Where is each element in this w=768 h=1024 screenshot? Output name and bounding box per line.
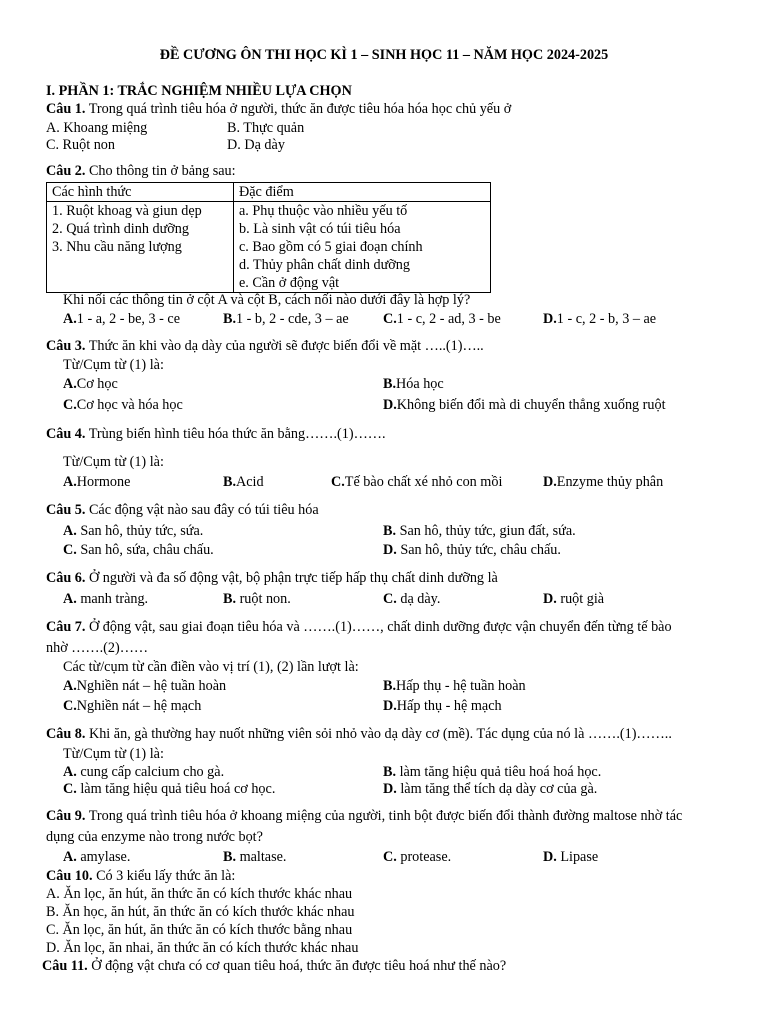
question-7-prompt: Các từ/cụm từ cần điền vào vị trí (1), (2) lần lượt là: <box>63 659 359 675</box>
question-text: Trong quá trình tiêu hóa ở khoang miệng của người, tinh bột được biến đổi thành đường maltose nhờ tác <box>85 808 683 824</box>
question-label: Câu 4. <box>46 426 86 442</box>
column-a-item: 2. Quá trình dinh dưỡng <box>52 221 189 237</box>
option-d <box>383 781 597 798</box>
option-text: San hô, thủy tức, sứa. <box>76 523 204 539</box>
column-b-item: d. Thủy phân chất dinh dưỡng <box>239 257 410 273</box>
option-key: A. <box>63 311 77 327</box>
option-b <box>223 849 286 866</box>
question-label: Câu 11. <box>42 958 88 974</box>
option-text: 1 - b, 2 - cde, 3 – ae <box>236 311 349 327</box>
option-a <box>63 376 118 393</box>
column-b-item: c. Bao gồm có 5 giai đoạn chính <box>239 239 423 255</box>
question-4-prompt: Từ/Cụm từ (1) là: <box>63 454 164 470</box>
option-d <box>543 849 598 866</box>
question-9-continued: dụng của enzyme nào trong nước bọt? <box>46 829 263 845</box>
option-text: Nghiền nát – hệ mạch <box>76 698 202 714</box>
option-a <box>63 764 224 781</box>
option-text: 1 - a, 2 - be, 3 - ce <box>76 311 181 327</box>
question-2 <box>46 163 236 180</box>
option-key: A. <box>63 376 77 392</box>
option-key: B. <box>223 849 237 865</box>
question-label: Câu 10. <box>46 868 93 884</box>
option-key: D. <box>383 397 397 413</box>
option-text: làm tăng thể tích dạ dày cơ của gà. <box>396 781 598 797</box>
option-b <box>223 311 349 328</box>
question-text: Cho thông tin ở bảng sau: <box>85 163 236 179</box>
option-a <box>63 849 130 866</box>
question-9 <box>46 808 682 825</box>
question-8-prompt: Từ/Cụm từ (1) là: <box>63 746 164 762</box>
option-key: A. <box>63 523 77 539</box>
option-c <box>383 591 440 608</box>
question-3 <box>46 338 484 355</box>
option-key: D. <box>543 311 557 327</box>
question-7-continued: nhờ …….(2)…… <box>46 640 149 656</box>
option-key: C. <box>63 397 77 413</box>
question-text: Trong quá trình tiêu hóa ở người, thức ăn được tiêu hóa hóa học chủ yếu ở <box>85 101 512 117</box>
option-text: cung cấp calcium cho gà. <box>76 764 225 780</box>
option-key: C. <box>331 474 345 490</box>
option-c <box>63 698 201 715</box>
option-a <box>63 678 226 695</box>
option-key: C. <box>63 542 77 558</box>
question-text: Ở động vật, sau giai đoạn tiêu hóa và …….(1)……, chất dinh dưỡng được vận chuyển đến từng tế bào <box>85 619 672 635</box>
column-a-item: 1. Ruột khoag và giun dẹp <box>52 203 202 219</box>
option-a <box>63 523 203 540</box>
option-key: A. <box>63 849 77 865</box>
option-key: B. <box>383 678 397 694</box>
option-text: ruột già <box>556 591 605 607</box>
question-label: Câu 6. <box>46 570 86 586</box>
question-1 <box>46 101 511 118</box>
option-a <box>63 591 148 608</box>
column-b-cell <box>234 202 491 293</box>
question-2-prompt: Khi nối các thông tin ở cột A và cột B, cách nối nào dưới đây là hợp lý? <box>63 292 471 308</box>
question-6 <box>46 570 498 587</box>
option-b <box>383 678 526 695</box>
option-text: Nghiền nát – hệ tuần hoàn <box>76 678 227 694</box>
question-text: Khi ăn, gà thường hay nuốt những viên sỏi nhỏ vào dạ dày cơ (mề). Tác dụng của nó là …….(1)…….. <box>85 726 672 742</box>
column-a-header: Các hình thức <box>47 183 234 202</box>
option-d <box>543 591 604 608</box>
option-key: C. <box>63 781 77 797</box>
option-key: B. <box>223 311 237 327</box>
option-c: C. Ruột non <box>46 137 115 153</box>
question-text: Ở động vật chưa có cơ quan tiêu hoá, thức ăn được tiêu hoá như thế nào? <box>87 958 507 974</box>
option-c <box>383 311 501 328</box>
option-key: A. <box>63 474 77 490</box>
option-key: D. <box>543 591 557 607</box>
option-b <box>223 591 291 608</box>
option-text: Hormone <box>76 474 131 490</box>
question-11 <box>42 958 506 975</box>
question-text: Có 3 kiểu lấy thức ăn là: <box>92 868 236 884</box>
option-a: A. Ăn lọc, ăn hút, ăn thức ăn có kích thước khác nhau <box>46 886 353 902</box>
option-text: Tế bào chất xé nhỏ con mồi <box>344 474 503 490</box>
option-text: protease. <box>396 849 452 865</box>
option-text: Acid <box>236 474 264 490</box>
matching-table <box>46 182 491 293</box>
question-label: Câu 3. <box>46 338 86 354</box>
option-a: A. Khoang miệng <box>46 120 148 136</box>
option-key: D. <box>543 474 557 490</box>
question-3-prompt: Từ/Cụm từ (1) là: <box>63 357 164 373</box>
column-a-cell <box>47 202 234 293</box>
option-text: Enzyme thủy phân <box>556 474 664 490</box>
option-d: D. Dạ dày <box>227 137 285 153</box>
option-b <box>383 764 601 781</box>
option-key: D. <box>543 849 557 865</box>
question-7 <box>46 619 672 636</box>
option-b: B. Ăn học, ăn hút, ăn thức ăn có kích thước khác nhau <box>46 904 355 920</box>
option-a <box>63 474 130 491</box>
question-label: Câu 8. <box>46 726 86 742</box>
question-text: Trùng biến hình tiêu hóa thức ăn bằng…….(1)……. <box>85 426 386 442</box>
question-label: Câu 9. <box>46 808 86 824</box>
column-b-item: b. Là sinh vật có túi tiêu hóa <box>239 221 401 237</box>
option-c: C. Ăn lọc, ăn hút, ăn thức ăn có kích thước bằng nhau <box>46 922 353 938</box>
option-key: D. <box>383 542 397 558</box>
option-b <box>383 376 444 393</box>
option-text: San hô, sứa, châu chấu. <box>76 542 214 558</box>
option-d <box>383 542 561 559</box>
option-key: D. <box>383 781 397 797</box>
option-text: 1 - c, 2 - b, 3 – ae <box>556 311 657 327</box>
option-c <box>331 474 502 491</box>
option-text: manh tràng. <box>76 591 149 607</box>
question-label: Câu 1. <box>46 101 86 117</box>
option-d: D. Ăn lọc, ăn nhai, ăn thức ăn có kích thước khác nhau <box>46 940 359 956</box>
option-text: dạ dày. <box>396 591 441 607</box>
option-text: maltase. <box>236 849 287 865</box>
option-text: Không biến đổi mà di chuyển thẳng xuống ruột <box>396 397 666 413</box>
option-d <box>543 311 656 328</box>
option-key: B. <box>223 591 237 607</box>
option-key: B. <box>223 474 237 490</box>
option-b <box>383 523 576 540</box>
option-b: B. Thực quản <box>227 120 305 136</box>
option-d <box>543 474 663 491</box>
column-b-header: Đặc điểm <box>234 183 491 202</box>
option-c <box>383 849 451 866</box>
option-key: B. <box>383 376 397 392</box>
option-text: Cơ học <box>76 376 118 392</box>
column-b-item: e. Cần ở động vật <box>239 275 340 291</box>
option-a <box>63 311 180 328</box>
option-b <box>223 474 264 491</box>
option-text: 1 - c, 2 - ad, 3 - be <box>396 311 501 327</box>
question-5 <box>46 502 319 519</box>
question-text: Ở người và đa số động vật, bộ phận trực tiếp hấp thụ chất dinh dưỡng là <box>85 570 498 586</box>
page-title: ĐỀ CƯƠNG ÔN THI HỌC KÌ 1 – SINH HỌC 11 – NĂM HỌC 2024-2025 <box>159 47 609 63</box>
option-text: Hấp thụ - hệ mạch <box>396 698 502 714</box>
option-key: B. <box>383 764 397 780</box>
option-c <box>63 542 214 559</box>
question-8 <box>46 726 672 743</box>
question-10 <box>46 868 235 885</box>
option-text: San hô, thủy tức, giun đất, sứa. <box>396 523 576 539</box>
option-text: San hô, thủy tức, châu chấu. <box>396 542 561 558</box>
option-text: amylase. <box>76 849 131 865</box>
option-text: làm tăng hiệu quả tiêu hoá hoá học. <box>396 764 602 780</box>
question-text: Thức ăn khi vào dạ dày của người sẽ được biến đổi về mặt …..(1)….. <box>85 338 484 354</box>
option-c <box>63 397 183 414</box>
option-text: Hóa học <box>396 376 444 392</box>
question-label: Câu 2. <box>46 163 86 179</box>
option-key: C. <box>63 698 77 714</box>
option-c <box>63 781 275 798</box>
option-key: A. <box>63 591 77 607</box>
option-text: Cơ học và hóa học <box>76 397 183 413</box>
option-text: ruột non. <box>236 591 291 607</box>
option-text: Hấp thụ - hệ tuần hoàn <box>396 678 526 694</box>
option-key: D. <box>383 698 397 714</box>
option-key: A. <box>63 764 77 780</box>
question-label: Câu 7. <box>46 619 86 635</box>
question-label: Câu 5. <box>46 502 86 518</box>
section-heading: I. PHẦN 1: TRẮC NGHIỆM NHIỀU LỰA CHỌN <box>46 83 352 99</box>
question-4 <box>46 426 386 443</box>
option-key: C. <box>383 591 397 607</box>
option-key: C. <box>383 849 397 865</box>
option-key: C. <box>383 311 397 327</box>
option-text: Lipase <box>556 849 599 865</box>
option-key: A. <box>63 678 77 694</box>
column-b-item: a. Phụ thuộc vào nhiều yếu tố <box>239 203 408 219</box>
option-key: B. <box>383 523 397 539</box>
option-d <box>383 698 502 715</box>
option-text: làm tăng hiệu quả tiêu hoá cơ học. <box>76 781 276 797</box>
column-a-item: 3. Nhu cầu năng lượng <box>52 239 182 255</box>
question-text: Các động vật nào sau đây có túi tiêu hóa <box>85 502 319 518</box>
option-d <box>383 397 666 414</box>
